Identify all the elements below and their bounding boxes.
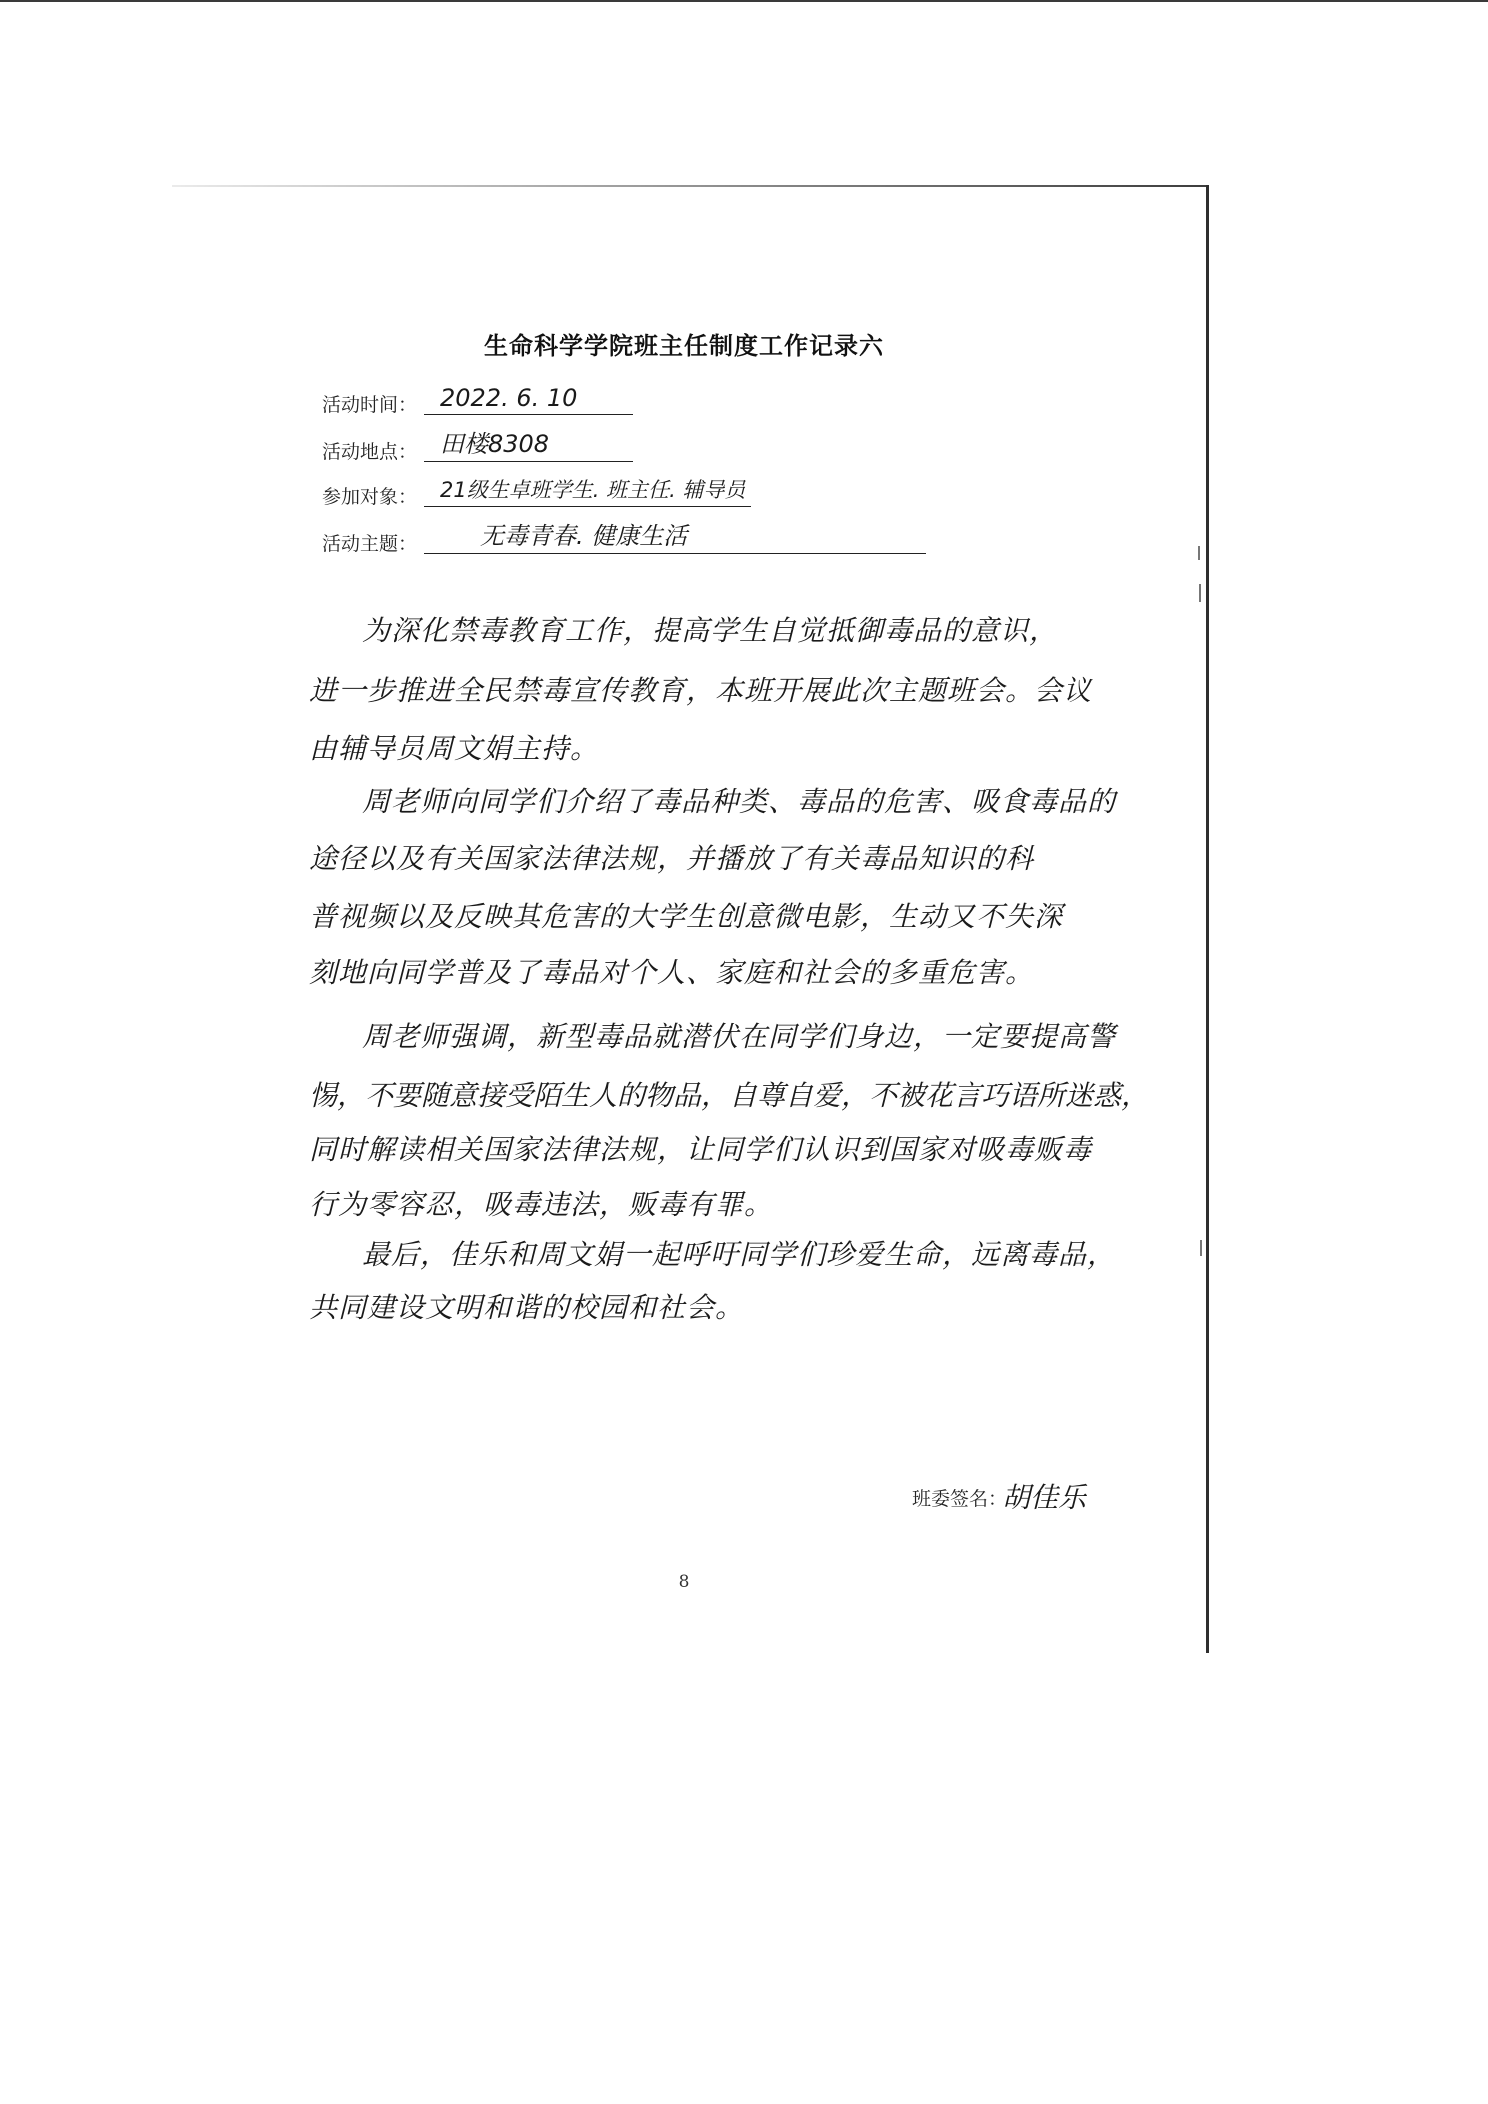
body-line: 行为零容忍，吸毒违法，贩毒有罪。 bbox=[309, 1188, 774, 1221]
scan-border-top bbox=[0, 0, 1488, 2]
handwritten-value: 21级生卓班学生. 班主任. 辅导员 bbox=[440, 478, 746, 502]
body-line: 惕，不要随意接受陌生人的物品，自尊自爱，不被花言巧语所迷惑， bbox=[309, 1079, 1150, 1112]
body-line: 周老师向同学们介绍了毒品种类、毒品的危害、吸食毒品的 bbox=[362, 785, 1117, 818]
handwritten-value: 2022. 6. 10 bbox=[440, 384, 578, 412]
field-value-line bbox=[424, 476, 751, 507]
page-number: 8 bbox=[678, 1572, 690, 1592]
handwritten-signature: 胡佳乐 bbox=[1002, 1481, 1087, 1514]
body-line: 同时解读相关国家法律法规，让同学们认识到国家对吸毒贩毒 bbox=[309, 1133, 1093, 1166]
body-line: 共同建设文明和谐的校园和社会。 bbox=[309, 1291, 745, 1324]
scan-page-edge-right bbox=[1206, 185, 1209, 1653]
body-line: 为深化禁毒教育工作，提高学生自觉抵御毒品的意识， bbox=[362, 614, 1059, 647]
scan-edge-mark bbox=[1199, 584, 1201, 602]
field-value-line bbox=[424, 431, 633, 462]
document-title: 生命科学学院班主任制度工作记录六 bbox=[484, 332, 884, 360]
handwritten-value: 无毒青春. 健康生活 bbox=[480, 522, 688, 550]
body-line: 进一步推进全民禁毒宣传教育，本班开展此次主题班会。会议 bbox=[309, 674, 1093, 707]
scan-edge-mark bbox=[1198, 546, 1200, 560]
body-line: 周老师强调，新型毒品就潜伏在同学们身边，一定要提高警 bbox=[362, 1020, 1117, 1053]
handwritten-value: 田楼8308 bbox=[440, 430, 550, 458]
field-value-line bbox=[424, 384, 633, 415]
field-label: 活动时间： bbox=[322, 394, 418, 416]
body-line: 途径以及有关国家法律法规，并播放了有关毒品知识的科 bbox=[309, 842, 1035, 875]
signature-label: 班委签名： bbox=[912, 1488, 1008, 1510]
body-line: 由辅导员周文娟主持。 bbox=[309, 732, 600, 765]
body-line: 刻地向同学普及了毒品对个人、家庭和社会的多重危害。 bbox=[309, 956, 1035, 989]
field-label: 活动主题： bbox=[322, 533, 418, 555]
field-label: 活动地点： bbox=[322, 441, 418, 463]
scan-page-edge-top bbox=[172, 185, 1208, 187]
field-label: 参加对象： bbox=[322, 486, 418, 508]
field-value-line bbox=[424, 523, 926, 554]
body-line: 普视频以及反映其危害的大学生创意微电影，生动又不失深 bbox=[309, 900, 1064, 933]
body-line: 最后，佳乐和周文娟一起呼吁同学们珍爱生命，远离毒品， bbox=[362, 1238, 1117, 1271]
scan-edge-mark bbox=[1200, 1240, 1202, 1256]
